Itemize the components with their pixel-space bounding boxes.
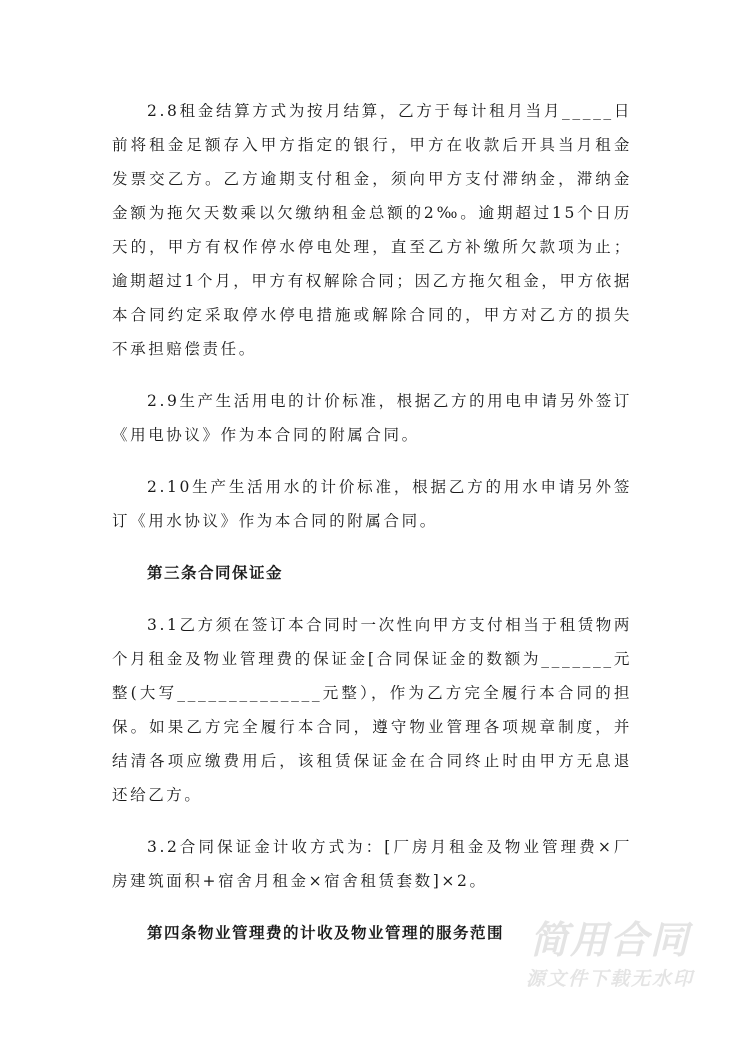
clause-2-10: 2.10生产生活用水的计价标准，根据乙方的用水申请另外签订《用水协议》作为本合同的附属合同。 <box>112 478 632 530</box>
section-heading-3: 第三条合同保证金 <box>147 563 284 582</box>
watermark-subtitle: 源文件下载无水印 <box>525 968 694 990</box>
clause-3-2: 3.2合同保证金计收方式为：[厂房月租金及物业管理费×厂房建筑面积+宿舍月租金×宿舍租赁套数]×2。 <box>112 838 632 890</box>
section-heading-4: 第四条物业管理费的计收及物业管理的服务范围 <box>147 923 505 942</box>
watermark-title: 简用合同 <box>529 918 690 962</box>
clause-2-8: 2.8租金结算方式为按月结算，乙方于每计租月当月_____日前将租金足额存入甲方指定的银行，甲方在收款后开具当月租金发票交乙方。乙方逾期支付租金，须向甲方支付滞纳金，滞纳金金额为拖欠天数乘以欠缴纳租金总额的2‰。逾期超过15个日历天的，甲方有权作停水停电处理，直至乙方补缴所欠款项为止；逾期超过1个月，甲方有权解除合同；因乙方拖欠租金，甲方依据本合同约定采取停水停电措施或解除合同的，甲方对乙方的损失不承担赔偿责任。 <box>112 102 632 358</box>
clause-2-9: 2.9生产生活用电的计价标准，根据乙方的用电申请另外签订《用电协议》作为本合同的附属合同。 <box>112 392 632 444</box>
watermark <box>510 918 710 994</box>
clause-3-1: 3.1乙方须在签订本合同时一次性向甲方支付相当于租赁物两个月租金及物业管理费的保证金[合同保证金的数额为_______元整(大写______________元整），作为乙方完全履行本合同的担保。如果乙方完全履行本合同，遵守物业管理各项规章制度，并结清各项应缴费用后，该租赁保证金在合同终止时由甲方无息退还给乙方。 <box>112 616 632 804</box>
document-page <box>112 94 632 968</box>
